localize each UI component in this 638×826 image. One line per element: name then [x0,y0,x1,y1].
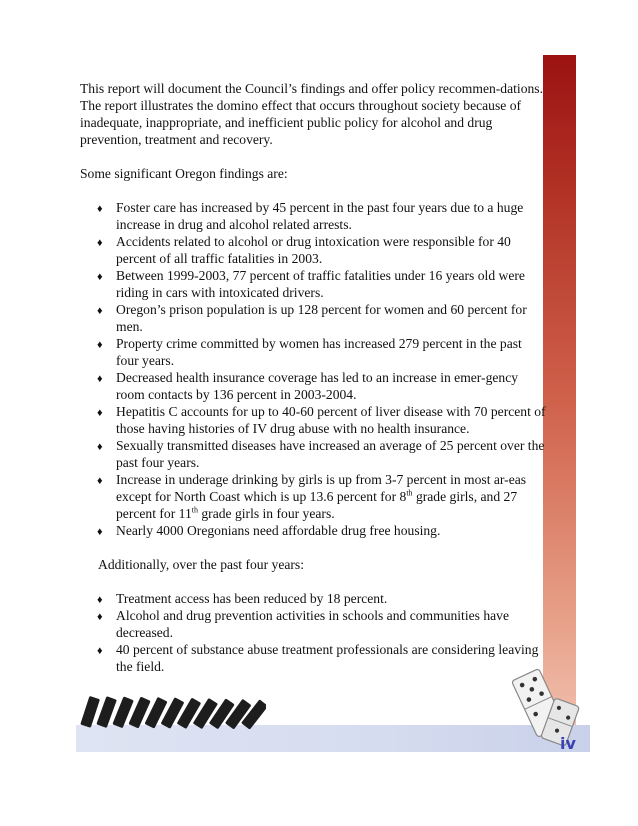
list-item: ♦ 40 percent of substance abuse treatment professionals are considering leaving the field. [97,642,539,674]
diamond-bullet-icon: ♦ [97,611,103,623]
list-item: ♦ Treatment access has been reduced by 18 percent. [94,590,546,607]
sidebar-gradient-bar [543,55,576,752]
diamond-bullet-icon: ♦ [97,237,103,249]
page-number: iv [560,734,576,753]
list-item: ♦ Sexually transmitted diseases have increased an average of 25 percent over the past four years. [97,438,545,470]
list-item: ♦ Between 1999-2003, 77 percent of traffic fatalities under 16 years old were riding in cars with intoxicated drivers. [97,268,525,300]
diamond-bullet-icon: ♦ [97,407,103,419]
diamond-bullet-icon: ♦ [97,339,103,351]
diamond-bullet-icon: ♦ [97,594,103,606]
diamond-bullet-icon: ♦ [97,526,103,538]
diamond-bullet-icon: ♦ [97,645,103,657]
diamond-bullet-icon: ♦ [97,271,103,283]
list-item: ♦ Decreased health insurance coverage has led to an increase in emer-gency room contacts by 136 percent in 2003-2004. [97,370,519,402]
list-item: ♦ Nearly 4000 Oregonians need affordable drug free housing. [94,522,546,539]
diamond-bullet-icon: ♦ [97,373,103,385]
list-item: ♦ Oregon’s prison population is up 128 percent for women and 60 percent for men. [97,302,527,334]
list-item: ♦ Hepatitis C accounts for up to 40-60 percent of liver disease with 70 percent of those having histories of IV drug abuse with no health insurance. [97,404,546,436]
list-item: ♦ Alcohol and drug prevention activities in schools and communities have decreased. [97,608,509,640]
findings-heading: Some significant Oregon findings are: [80,166,288,181]
diamond-bullet-icon: ♦ [97,305,103,317]
additional-list [94,590,546,675]
falling-dominoes-icon [76,688,266,733]
list-item: ♦ Foster care has increased by 45 percent in the past four years due to a huge increase in drug and alcohol related arrests. [97,200,524,232]
diamond-bullet-icon: ♦ [97,475,103,487]
list-item: ♦ Property crime committed by women has increased 279 percent in the past four years. [97,336,522,368]
report-body [80,80,546,692]
diamond-bullet-icon: ♦ [97,203,103,215]
list-item: ♦ Accidents related to alcohol or drug intoxication were responsible for 40 percent of all traffic fatalities in 2003. [97,234,511,266]
intro-paragraph: This report will document the Council’s findings and offer policy recommen-dations. The report illustrates the domino effect that occurs throughout society because of inadequate, inappropriate, and inefficient public policy for alcohol and drug prevention, treatment and recovery. [80,81,543,147]
diamond-bullet-icon: ♦ [97,441,103,453]
additional-heading: Additionally, over the past four years: [98,557,304,572]
findings-list [94,199,546,539]
list-item: ♦ Increase in underage drinking by girls is up from 3-7 percent in most ar-eas except for North Coast which is up 13.6 percent for 8th grade girls, and 27 percent for 11th grade girls in four years. [97,472,527,521]
